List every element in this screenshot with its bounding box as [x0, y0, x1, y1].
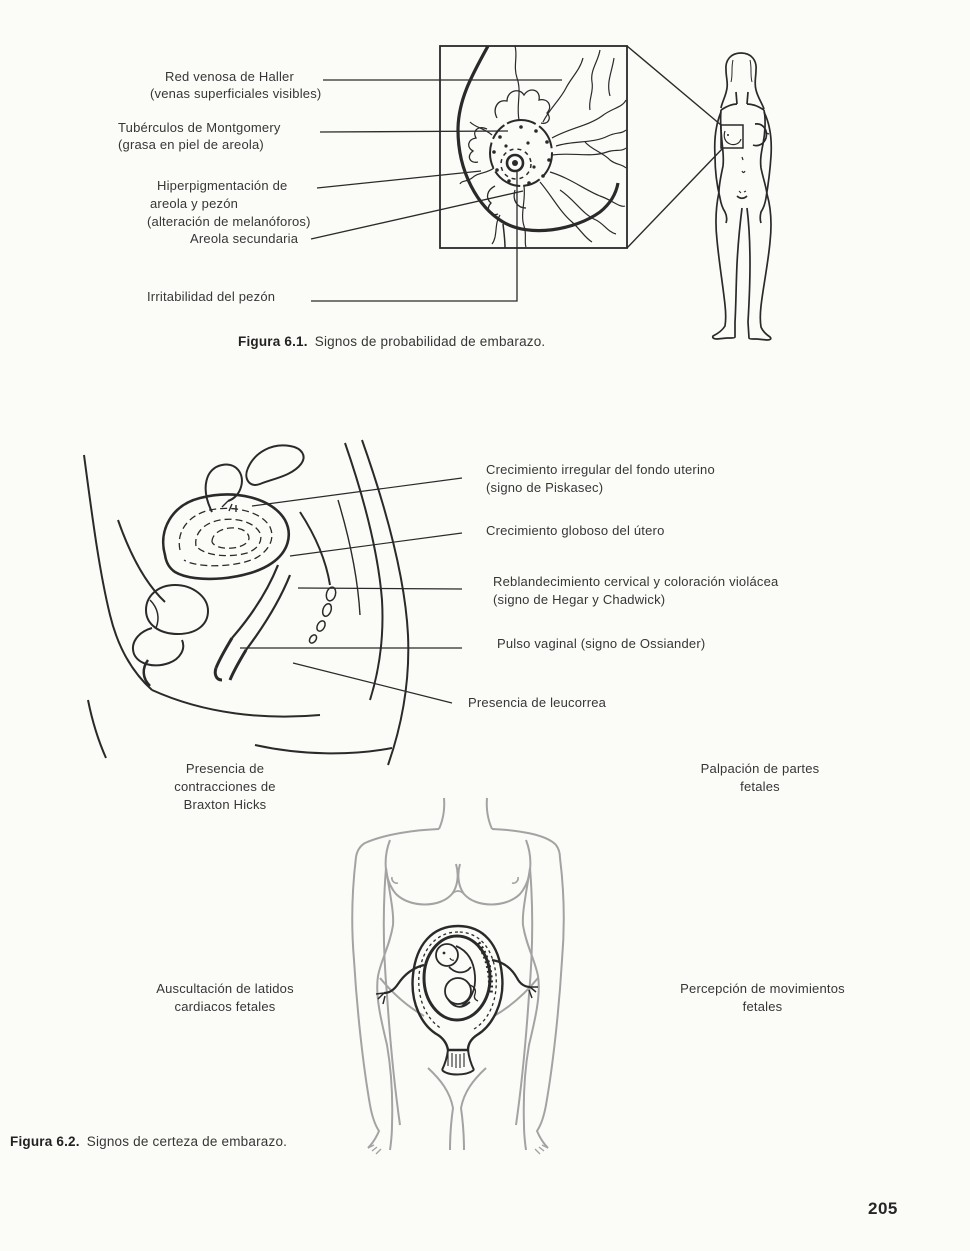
fig2-caption [10, 1134, 287, 1149]
fig1-label-areola-secundaria: Areola secundaria [190, 231, 299, 246]
fig1-standing-figure [713, 53, 772, 340]
fig1-caption [238, 334, 545, 349]
uterus-outline [163, 495, 289, 579]
fig2-pelvis-drawing [84, 440, 408, 765]
cervix-vagina [215, 565, 290, 680]
fallopian-tube [206, 465, 242, 512]
breast-contour [458, 46, 618, 231]
fig2-label-percepcion-line2: fetales [742, 999, 783, 1014]
fig2-label-crecimiento-irregular-line2: (signo de Piskasec) [486, 480, 604, 495]
fig2-label-braxton-line1: Presencia de [185, 761, 265, 776]
fig1-label-red-venosa-line1: Red venosa de Haller [165, 69, 295, 84]
fig2-label-braxton-line3: Braxton Hicks [183, 797, 267, 812]
fig1-label-hiperpigmentacion-line3: (alteración de melanóforos) [147, 214, 311, 229]
fig1-label-tuberculos-line1: Tubérculos de Montgomery [118, 120, 281, 135]
fig2-caption-text: Signos de certeza de embarazo. [86, 1134, 288, 1149]
fig2-label-auscultacion [125, 980, 325, 1016]
fig1-label-tuberculos-line2: (grasa en piel de areola) [118, 137, 264, 152]
fig2-label-palpacion-line1: Palpación de partes [700, 761, 820, 776]
fig1-label-hiperpigmentacion-line1: Hiperpigmentación de [157, 178, 288, 193]
fig2-label-braxton-hicks [130, 760, 320, 814]
fig2-label-palpacion-line2: fetales [740, 779, 780, 794]
bladder-folds [133, 585, 208, 665]
fig2-torso-drawing [352, 798, 563, 1154]
fig2-label-braxton-line2: contracciones de [174, 779, 276, 794]
fig1-caption-text: Signos de probabilidad de embarazo. [314, 334, 546, 349]
fig2-label-leucorrea: Presencia de leucorrea [468, 695, 607, 710]
fig2-label-reblandecimiento-line2: (signo de Hegar y Chadwick) [493, 592, 666, 607]
fig2-label-auscultacion-line2: cardiacos fetales [174, 999, 276, 1014]
fig2-label-auscultacion-line1: Auscultación de latidos [156, 981, 294, 996]
fig2-label-pulso-vaginal: Pulso vaginal (signo de Ossiander) [497, 636, 706, 651]
haller-veins [460, 46, 626, 247]
fig1-caption-number: Figura 6.1. [238, 334, 308, 349]
fig2-label-reblandecimiento-line1: Reblandecimiento cervical y coloración violácea [493, 574, 779, 589]
fig1-label-hiperpigmentacion-line2: areola y pezón [150, 196, 239, 211]
fig1-breast-closeup-drawing [440, 46, 627, 248]
fig2-label-palpacion [665, 760, 855, 796]
gland-texture [469, 90, 550, 215]
fig1-label-irritabilidad: Irritabilidad del pezón [147, 289, 276, 304]
fig1-callout-lines [627, 46, 743, 248]
fig2-leader-lines [240, 478, 462, 703]
fetus [436, 944, 478, 1007]
fig2-label-percepcion [655, 980, 870, 1016]
fig2-label-percepcion-line1: Percepción de movimientos [680, 981, 845, 996]
montgomery-dots [492, 125, 551, 185]
sacrum-segments [308, 586, 337, 644]
uterus-striations [179, 508, 272, 565]
fig2-caption-number: Figura 6.2. [10, 1134, 80, 1149]
fig1-label-red-venosa-line2: (venas superficiales visibles) [150, 86, 322, 101]
fig1-zoom-box [440, 46, 627, 248]
fig2-label-crecimiento-irregular-line1: Crecimiento irregular del fondo uterino [486, 462, 715, 477]
cervix-canal [442, 1050, 474, 1075]
fig2-label-crecimiento-globoso: Crecimiento globoso del útero [486, 523, 665, 538]
page-number: 205 [868, 1199, 898, 1218]
